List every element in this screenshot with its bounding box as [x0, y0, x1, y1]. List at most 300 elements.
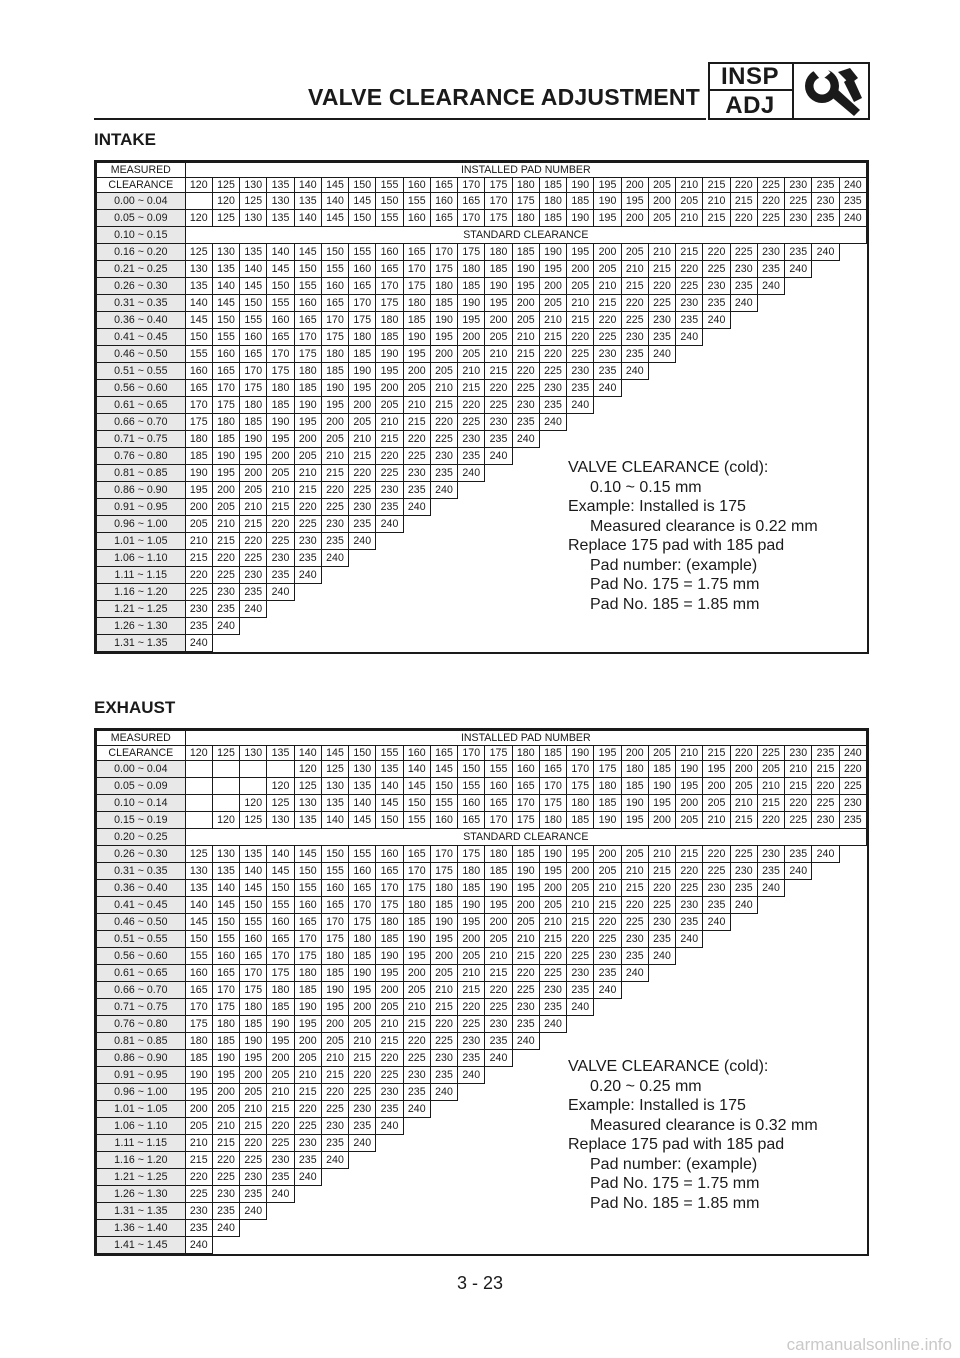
installed-pad-cell: 235	[812, 746, 839, 761]
empty-cell	[267, 601, 294, 618]
replacement-pad-cell: 165	[240, 346, 267, 363]
empty-cell	[839, 1152, 866, 1169]
note-line: Measured clearance is 0.32 mm	[590, 1116, 818, 1134]
installed-pad-cell: 165	[430, 178, 457, 193]
measured-clearance-cell: 0.05 ~ 0.09	[97, 778, 186, 795]
replacement-pad-cell: 120	[240, 795, 267, 812]
replacement-pad-cell: 155	[376, 210, 403, 227]
replacement-pad-cell: 180	[294, 363, 321, 380]
empty-cell	[757, 635, 784, 652]
empty-cell	[430, 1135, 457, 1152]
empty-cell	[785, 931, 812, 948]
empty-cell	[676, 1220, 703, 1237]
replacement-pad-cell: 235	[349, 516, 376, 533]
installed-pad-cell: 185	[539, 178, 566, 193]
replacement-pad-cell: 210	[621, 863, 648, 880]
empty-cell	[458, 567, 485, 584]
replacement-pad-cell: 220	[349, 465, 376, 482]
measured-clearance-cell: 0.26 ~ 0.30	[97, 846, 186, 863]
replacement-pad-cell: 215	[185, 1152, 212, 1169]
replacement-pad-cell: 170	[567, 761, 594, 778]
replacement-pad-cell: 235	[594, 363, 621, 380]
replacement-pad-cell: 235	[240, 584, 267, 601]
table-row	[97, 227, 867, 244]
replacement-pad-cell: 220	[621, 897, 648, 914]
replacement-pad-cell: 145	[294, 846, 321, 863]
empty-cell	[512, 1169, 539, 1186]
measured-clearance-cell: 0.10 ~ 0.15	[97, 227, 186, 244]
replacement-pad-cell: 225	[458, 1016, 485, 1033]
replacement-pad-cell: 190	[539, 846, 566, 863]
replacement-pad-cell: 225	[839, 778, 866, 795]
replacement-pad-cell: 150	[185, 329, 212, 346]
replacement-pad-cell: 185	[594, 795, 621, 812]
table-row	[97, 210, 867, 227]
replacement-pad-cell: 160	[185, 965, 212, 982]
empty-cell	[839, 897, 866, 914]
empty-cell	[512, 1186, 539, 1203]
replacement-pad-cell: 185	[321, 363, 348, 380]
empty-cell	[485, 601, 512, 618]
empty-cell	[812, 380, 839, 397]
replacement-pad-cell: 235	[539, 999, 566, 1016]
replacement-pad-cell: 210	[376, 414, 403, 431]
replacement-pad-cell: 220	[485, 380, 512, 397]
replacement-pad-cell: 215	[594, 897, 621, 914]
empty-cell	[785, 1237, 812, 1254]
empty-cell	[294, 1186, 321, 1203]
replacement-pad-cell: 235	[730, 880, 757, 897]
installed-pad-cell: 175	[485, 178, 512, 193]
empty-cell	[676, 982, 703, 999]
empty-cell	[512, 1237, 539, 1254]
replacement-pad-cell: 125	[240, 812, 267, 829]
replacement-pad-cell: 220	[594, 312, 621, 329]
replacement-pad-cell: 185	[539, 210, 566, 227]
empty-cell	[403, 601, 430, 618]
replacement-pad-cell: 230	[812, 812, 839, 829]
replacement-pad-cell: 180	[267, 982, 294, 999]
replacement-pad-cell: 210	[785, 761, 812, 778]
replacement-pad-cell: 205	[376, 999, 403, 1016]
empty-cell	[349, 1152, 376, 1169]
replacement-pad-cell: 205	[458, 948, 485, 965]
installed-pad-cell: 210	[676, 746, 703, 761]
installed-pad-cell: 180	[512, 178, 539, 193]
empty-cell	[512, 635, 539, 652]
replacement-pad-cell: 235	[839, 812, 866, 829]
empty-cell	[757, 312, 784, 329]
measured-clearance-cell: 1.31 ~ 1.35	[97, 635, 186, 652]
replacement-pad-cell: 195	[539, 261, 566, 278]
empty-cell	[539, 1033, 566, 1050]
empty-cell	[512, 465, 539, 482]
replacement-pad-cell: 185	[485, 261, 512, 278]
empty-cell	[512, 1220, 539, 1237]
replacement-pad-cell: 235	[294, 1152, 321, 1169]
replacement-pad-cell: 165	[376, 261, 403, 278]
table-row	[97, 812, 867, 829]
replacement-pad-cell: 225	[403, 1050, 430, 1067]
empty-cell	[812, 982, 839, 999]
empty-cell	[403, 550, 430, 567]
replacement-pad-cell: 210	[703, 193, 730, 210]
replacement-pad-cell: 165	[403, 244, 430, 261]
empty-cell	[403, 533, 430, 550]
replacement-pad-cell: 240	[703, 312, 730, 329]
replacement-pad-cell: 165	[294, 312, 321, 329]
empty-cell	[403, 1203, 430, 1220]
empty-cell	[703, 931, 730, 948]
empty-cell	[539, 1050, 566, 1067]
empty-cell	[567, 1016, 594, 1033]
replacement-pad-cell: 220	[212, 550, 239, 567]
empty-cell	[648, 982, 675, 999]
replacement-pad-cell: 240	[403, 1101, 430, 1118]
empty-cell	[839, 533, 866, 550]
replacement-pad-cell: 155	[403, 193, 430, 210]
replacement-pad-cell: 155	[485, 761, 512, 778]
replacement-pad-cell: 195	[539, 863, 566, 880]
replacement-pad-cell: 215	[785, 778, 812, 795]
replacement-pad-cell: 210	[267, 482, 294, 499]
replacement-pad-cell: 235	[812, 210, 839, 227]
pad-number-row	[97, 178, 867, 193]
empty-cell	[539, 1084, 566, 1101]
replacement-pad-cell: 240	[376, 1118, 403, 1135]
replacement-pad-cell: 205	[321, 431, 348, 448]
replacement-pad-cell: 235	[676, 312, 703, 329]
replacement-pad-cell: 125	[321, 761, 348, 778]
empty-cell	[839, 261, 866, 278]
empty-cell	[676, 635, 703, 652]
replacement-pad-cell: 170	[376, 278, 403, 295]
replacement-pad-cell: 145	[185, 914, 212, 931]
empty-cell	[812, 1237, 839, 1254]
measured-clearance-cell: 0.56 ~ 0.60	[97, 948, 186, 965]
empty-cell	[730, 1016, 757, 1033]
note-line: 0.10 ~ 0.15 mm	[590, 478, 702, 496]
installed-pad-cell: 205	[648, 178, 675, 193]
replacement-pad-cell: 200	[185, 499, 212, 516]
note-line: Pad number: (example)	[590, 556, 758, 574]
replacement-pad-cell: 200	[321, 414, 348, 431]
table-row	[97, 846, 867, 863]
replacement-pad-cell: 170	[349, 295, 376, 312]
empty-cell	[594, 999, 621, 1016]
empty-cell	[321, 567, 348, 584]
replacement-pad-cell: 165	[485, 795, 512, 812]
replacement-pad-cell: 215	[349, 1050, 376, 1067]
replacement-pad-cell: 150	[294, 863, 321, 880]
replacement-pad-cell: 240	[812, 846, 839, 863]
replacement-pad-cell: 240	[785, 863, 812, 880]
empty-cell	[485, 1203, 512, 1220]
replacement-pad-cell: 205	[512, 914, 539, 931]
installed-pad-cell: 180	[512, 746, 539, 761]
empty-cell	[785, 363, 812, 380]
replacement-pad-cell: 225	[676, 278, 703, 295]
replacement-pad-cell: 230	[539, 982, 566, 999]
empty-cell	[485, 465, 512, 482]
replacement-pad-cell: 200	[621, 210, 648, 227]
empty-cell	[594, 397, 621, 414]
empty-cell	[267, 1203, 294, 1220]
replacement-pad-cell: 175	[294, 346, 321, 363]
replacement-pad-cell: 180	[567, 795, 594, 812]
replacement-pad-cell: 145	[267, 863, 294, 880]
empty-cell	[757, 431, 784, 448]
empty-cell	[839, 635, 866, 652]
replacement-pad-cell: 200	[485, 312, 512, 329]
replacement-pad-cell: 240	[349, 533, 376, 550]
empty-cell	[430, 499, 457, 516]
replacement-pad-cell: 170	[240, 363, 267, 380]
measured-clearance-cell: 0.81 ~ 0.85	[97, 465, 186, 482]
empty-cell	[730, 380, 757, 397]
table-row	[97, 1220, 867, 1237]
replacement-pad-cell: 190	[185, 465, 212, 482]
replacement-pad-cell: 235	[212, 601, 239, 618]
empty-cell	[839, 550, 866, 567]
empty-cell	[321, 635, 348, 652]
empty-cell	[785, 431, 812, 448]
empty-cell	[839, 618, 866, 635]
replacement-pad-cell: 190	[376, 346, 403, 363]
empty-cell	[812, 414, 839, 431]
empty-cell	[730, 329, 757, 346]
replacement-pad-cell: 235	[267, 567, 294, 584]
replacement-pad-cell: 120	[294, 761, 321, 778]
replacement-pad-cell: 225	[730, 244, 757, 261]
measured-clearance-cell: 0.66 ~ 0.70	[97, 414, 186, 431]
replacement-pad-cell: 165	[349, 880, 376, 897]
replacement-pad-cell: 220	[539, 948, 566, 965]
empty-cell	[594, 1220, 621, 1237]
empty-cell	[349, 618, 376, 635]
header-row	[97, 163, 867, 178]
replacement-pad-cell: 215	[703, 210, 730, 227]
replacement-pad-cell: 210	[212, 516, 239, 533]
empty-cell	[430, 516, 457, 533]
empty-cell	[730, 312, 757, 329]
table-row	[97, 312, 867, 329]
replacement-pad-cell: 135	[240, 244, 267, 261]
empty-cell	[512, 1152, 539, 1169]
replacement-pad-cell: 150	[267, 880, 294, 897]
empty-cell	[812, 635, 839, 652]
replacement-pad-cell: 170	[185, 999, 212, 1016]
empty-cell	[458, 1169, 485, 1186]
installed-pad-cell: 140	[294, 746, 321, 761]
installed-pad-cell: 195	[594, 178, 621, 193]
replacement-pad-cell: 150	[267, 278, 294, 295]
empty-cell	[349, 567, 376, 584]
replacement-pad-cell: 150	[212, 312, 239, 329]
replacement-pad-cell: 205	[349, 1016, 376, 1033]
replacement-pad-cell: 180	[621, 761, 648, 778]
replacement-pad-cell: 195	[458, 312, 485, 329]
replacement-pad-cell: 220	[430, 414, 457, 431]
empty-cell	[785, 999, 812, 1016]
empty-cell	[376, 1186, 403, 1203]
replacement-pad-cell: 170	[294, 329, 321, 346]
replacement-pad-cell: 210	[430, 380, 457, 397]
replacement-pad-cell: 240	[730, 295, 757, 312]
replacement-pad-cell: 150	[240, 295, 267, 312]
empty-cell	[539, 601, 566, 618]
empty-cell	[648, 397, 675, 414]
table-row	[97, 193, 867, 210]
installed-pad-cell: 145	[321, 178, 348, 193]
empty-cell	[512, 516, 539, 533]
replacement-pad-cell: 235	[267, 1169, 294, 1186]
replacement-pad-cell: 180	[512, 210, 539, 227]
replacement-pad-cell: 240	[240, 601, 267, 618]
replacement-pad-cell: 215	[567, 312, 594, 329]
empty-cell	[430, 1203, 457, 1220]
empty-cell	[539, 550, 566, 567]
replacement-pad-cell: 210	[240, 1101, 267, 1118]
note-line: Pad No. 175 = 1.75 mm	[590, 576, 760, 593]
replacement-pad-cell: 220	[430, 1016, 457, 1033]
replacement-pad-cell: 220	[267, 516, 294, 533]
measured-clearance-cell: 0.05 ~ 0.09	[97, 210, 186, 227]
replacement-pad-cell: 145	[430, 761, 457, 778]
empty-cell	[485, 1135, 512, 1152]
replacement-pad-cell: 225	[621, 914, 648, 931]
replacement-pad-cell: 220	[403, 431, 430, 448]
replacement-pad-cell: 195	[594, 210, 621, 227]
replacement-pad-cell: 195	[430, 931, 457, 948]
empty-cell	[376, 601, 403, 618]
replacement-pad-cell: 180	[321, 948, 348, 965]
replacement-pad-cell: 220	[267, 1118, 294, 1135]
replacement-pad-cell: 215	[321, 1067, 348, 1084]
empty-cell	[785, 278, 812, 295]
empty-cell	[321, 1186, 348, 1203]
installed-pad-cell: 230	[785, 746, 812, 761]
empty-cell	[676, 380, 703, 397]
table-row	[97, 948, 867, 965]
table-row	[97, 244, 867, 261]
empty-cell	[785, 965, 812, 982]
empty-cell	[403, 1186, 430, 1203]
empty-cell	[757, 1220, 784, 1237]
measured-clearance-cell: 0.96 ~ 1.00	[97, 1084, 186, 1101]
replacement-pad-cell: 205	[458, 346, 485, 363]
replacement-pad-cell: 180	[212, 414, 239, 431]
empty-cell	[703, 999, 730, 1016]
replacement-pad-cell: 210	[349, 431, 376, 448]
replacement-pad-cell: 230	[839, 795, 866, 812]
empty-cell	[757, 914, 784, 931]
empty-cell	[539, 482, 566, 499]
replacement-pad-cell: 155	[458, 778, 485, 795]
empty-cell	[839, 601, 866, 618]
replacement-pad-cell: 195	[512, 880, 539, 897]
measured-clearance-cell: 0.31 ~ 0.35	[97, 863, 186, 880]
page-number: 3 - 23	[456, 1273, 504, 1293]
replacement-pad-cell: 230	[567, 363, 594, 380]
replacement-pad-cell: 165	[267, 931, 294, 948]
replacement-pad-cell: 205	[267, 465, 294, 482]
standard-clearance-cell: STANDARD CLEARANCE	[185, 829, 866, 846]
empty-cell	[676, 948, 703, 965]
empty-cell	[430, 1169, 457, 1186]
replacement-pad-cell: 205	[676, 193, 703, 210]
replacement-pad-cell: 240	[703, 914, 730, 931]
replacement-pad-cell: 235	[512, 1016, 539, 1033]
empty-cell	[839, 516, 866, 533]
empty-cell	[621, 1016, 648, 1033]
empty-cell	[294, 601, 321, 618]
installed-pad-cell: 150	[349, 746, 376, 761]
replacement-pad-cell: 210	[539, 914, 566, 931]
replacement-pad-cell: 220	[757, 193, 784, 210]
replacement-pad-cell: 225	[703, 863, 730, 880]
empty-cell	[539, 584, 566, 601]
measured-clearance-cell: 0.41 ~ 0.45	[97, 329, 186, 346]
replacement-pad-cell: 200	[676, 795, 703, 812]
replacement-pad-cell: 170	[294, 931, 321, 948]
replacement-pad-cell: 170	[403, 863, 430, 880]
replacement-pad-cell: 200	[458, 931, 485, 948]
empty-cell	[812, 431, 839, 448]
replacement-pad-cell: 190	[594, 193, 621, 210]
measured-clearance-cell: 0.86 ~ 0.90	[97, 1050, 186, 1067]
empty-cell	[839, 482, 866, 499]
replacement-pad-cell: 235	[703, 897, 730, 914]
replacement-pad-cell: 165	[267, 329, 294, 346]
replacement-pad-cell: 235	[567, 380, 594, 397]
installed-pad-cell: 195	[594, 746, 621, 761]
installed-pad-header: INSTALLED PAD NUMBER	[185, 731, 866, 746]
replacement-pad-cell: 215	[240, 1118, 267, 1135]
replacement-pad-cell: 210	[185, 1135, 212, 1152]
blank-pad-cell	[240, 778, 267, 795]
replacement-pad-cell: 160	[512, 761, 539, 778]
replacement-pad-cell: 180	[539, 812, 566, 829]
replacement-pad-cell: 175	[240, 380, 267, 397]
empty-cell	[757, 414, 784, 431]
replacement-pad-cell: 170	[539, 778, 566, 795]
replacement-pad-cell: 205	[185, 516, 212, 533]
empty-cell	[839, 584, 866, 601]
empty-cell	[212, 635, 239, 652]
replacement-pad-cell: 170	[485, 812, 512, 829]
replacement-pad-cell: 220	[185, 1169, 212, 1186]
replacement-pad-cell: 235	[730, 278, 757, 295]
empty-cell	[267, 635, 294, 652]
empty-cell	[839, 380, 866, 397]
replacement-pad-cell: 230	[648, 312, 675, 329]
empty-cell	[839, 1067, 866, 1084]
replacement-pad-cell: 170	[485, 193, 512, 210]
replacement-pad-cell: 170	[458, 210, 485, 227]
replacement-pad-cell: 185	[430, 295, 457, 312]
replacement-pad-cell: 205	[185, 1118, 212, 1135]
replacement-pad-cell: 230	[458, 431, 485, 448]
empty-cell	[730, 414, 757, 431]
empty-cell	[812, 312, 839, 329]
replacement-pad-cell: 210	[321, 1050, 348, 1067]
replacement-pad-cell: 225	[785, 812, 812, 829]
empty-cell	[839, 863, 866, 880]
empty-cell	[812, 618, 839, 635]
empty-cell	[621, 982, 648, 999]
replacement-pad-cell: 185	[430, 897, 457, 914]
